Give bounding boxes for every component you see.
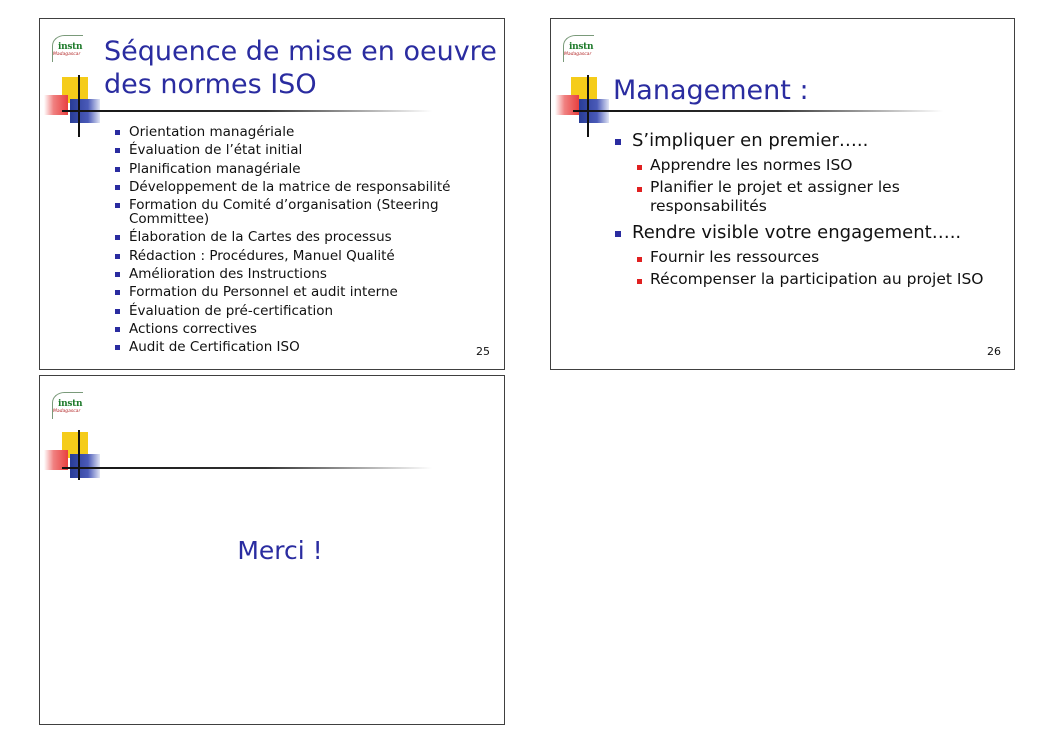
list-item: Développement de la matrice de responsabilité	[115, 180, 465, 194]
list-item: S’impliquer en premier…..	[615, 129, 1015, 153]
list-item: Évaluation de pré-certification	[115, 304, 465, 318]
slide-title-line-1: Séquence de mise en oeuvre	[104, 36, 497, 67]
list-item: Orientation managériale	[115, 125, 465, 139]
list-item: Fournir les ressources	[637, 248, 1015, 267]
instn-logo	[563, 35, 597, 65]
list-item: Planification managériale	[115, 162, 465, 176]
logo-subtext: Madagascar	[564, 52, 592, 57]
list-item: Planifier le projet et assigner les responsabilités	[637, 178, 930, 216]
instn-logo	[52, 392, 86, 422]
list-item: Audit de Certification ISO	[115, 340, 465, 354]
instn-logo	[52, 35, 86, 65]
list-item: Évaluation de l’état initial	[115, 143, 465, 157]
page-number: 25	[476, 345, 490, 358]
bullet-list	[615, 127, 1015, 289]
logo-subtext: Madagascar	[53, 52, 81, 57]
list-item: Formation du Personnel et audit interne	[115, 285, 465, 299]
page-number: 26	[987, 345, 1001, 358]
slide-title: Management :	[613, 75, 809, 106]
slide-27	[39, 375, 505, 725]
slide-title	[104, 35, 497, 101]
logo-text: instn	[58, 399, 83, 409]
list-item: Formation du Comité d’organisation (Steering Committee)	[115, 198, 465, 226]
slide-25	[39, 18, 505, 370]
list-item: Actions correctives	[115, 322, 465, 336]
list-item: Rendre visible votre engagement…..	[615, 221, 1015, 245]
list-item: Rédaction : Procédures, Manuel Qualité	[115, 249, 465, 263]
logo-text: instn	[569, 42, 594, 52]
logo-subtext: Madagascar	[53, 409, 81, 414]
list-item: Amélioration des Instructions	[115, 267, 465, 281]
closing-message: Merci !	[237, 536, 323, 565]
list-item: Apprendre les normes ISO	[637, 156, 1015, 175]
slide-title-line-2: des normes ISO	[104, 69, 317, 100]
slide-26	[550, 18, 1015, 370]
logo-text: instn	[58, 42, 83, 52]
list-item: Récompenser la participation au projet ISO	[637, 270, 1015, 289]
bullet-list	[115, 125, 465, 359]
list-item: Élaboration de la Cartes des processus	[115, 230, 465, 244]
